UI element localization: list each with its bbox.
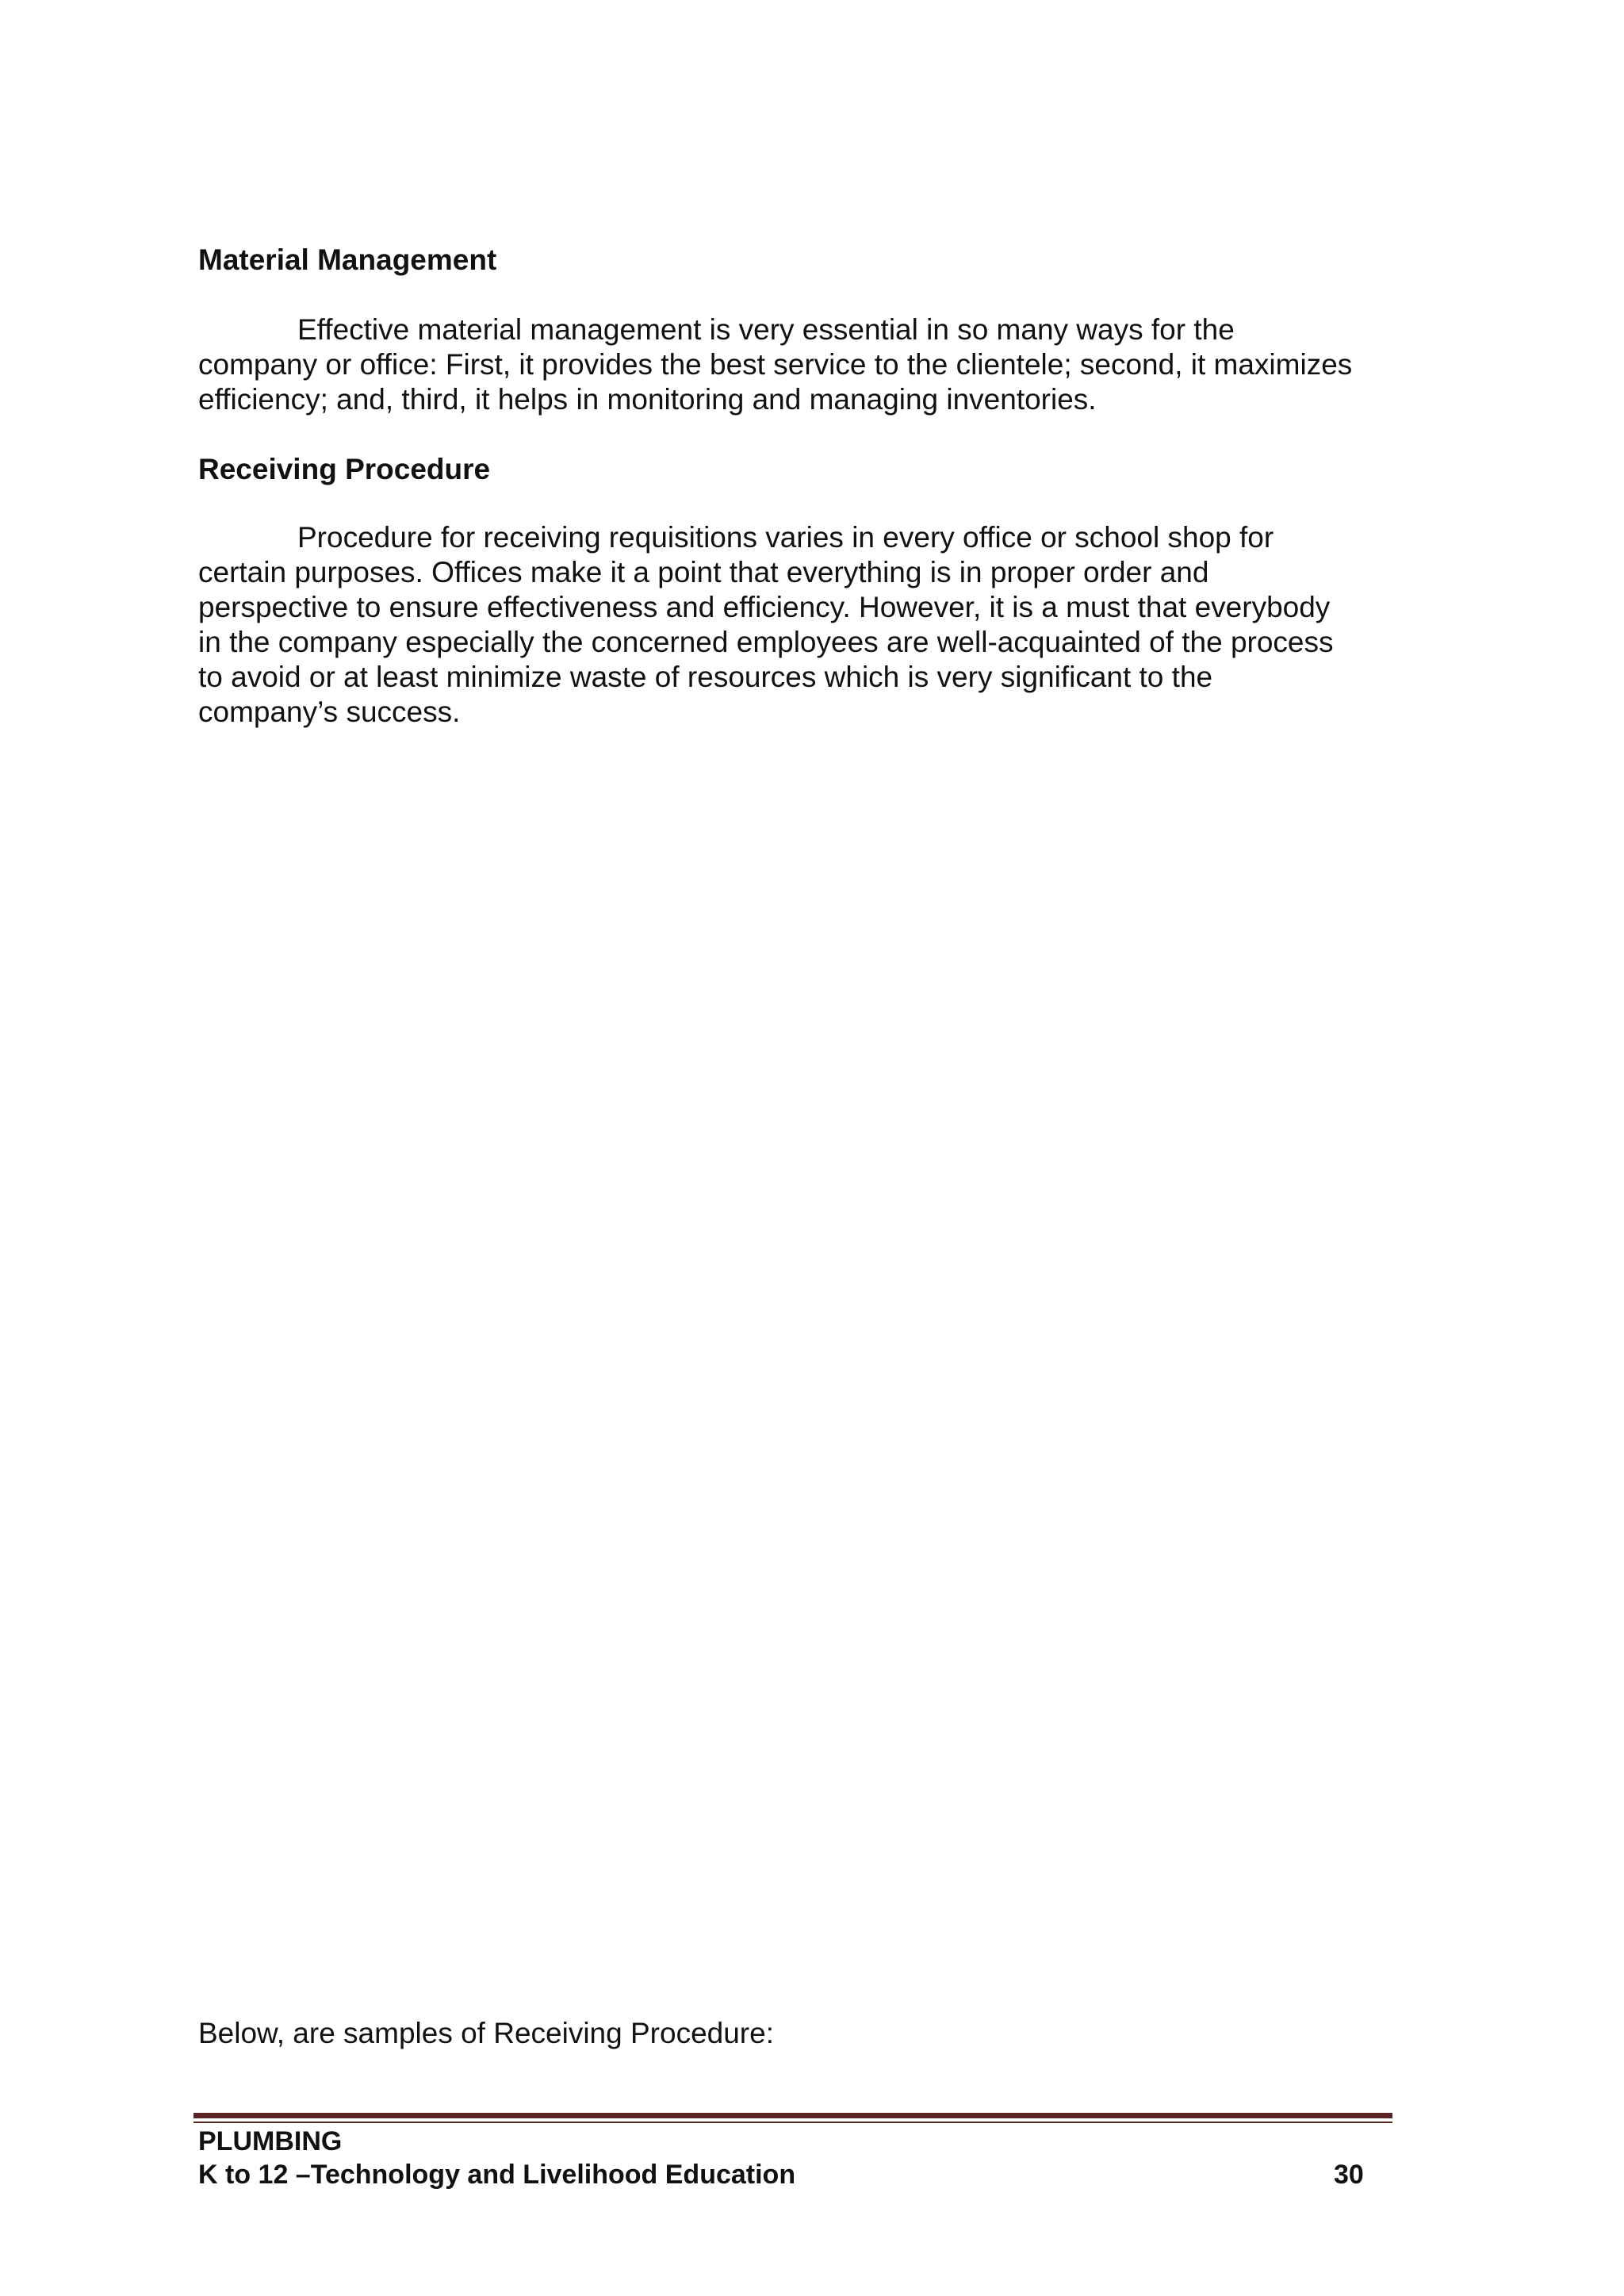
paragraph-line: company or office: First, it provides the best service to the clientele; second, it maximizes: [198, 348, 1353, 381]
footer-subject: PLUMBING: [198, 2126, 343, 2156]
section-heading-material-management: Material Management: [198, 243, 497, 276]
closing-paragraph: [198, 2016, 1411, 2051]
paragraph-line: perspective to ensure effectiveness and efficiency. However, it is a must that everybody: [198, 591, 1331, 623]
paragraph-line: Below, are samples of Receiving Procedure:: [198, 2017, 774, 2049]
footer-rule-thick: [193, 2113, 1392, 2118]
footer-rule-thin: [193, 2122, 1392, 2123]
footer-course-title: K to 12 –Technology and Livelihood Education: [198, 2160, 796, 2190]
page-number: 30: [1334, 2160, 1364, 2190]
paragraph-line: in the company especially the concerned employees are well-acquainted of the process: [198, 626, 1334, 658]
paragraph-line: to avoid or at least minimize waste of resources which is very significant to the: [198, 661, 1213, 693]
paragraph-line: certain purposes. Offices make it a point that everything is in proper order and: [198, 556, 1209, 588]
paragraph-line: Procedure for receiving requisitions varies in every office or school shop for: [297, 521, 1274, 554]
paragraph-material-management: [198, 312, 1411, 417]
paragraph-line: company’s success.: [198, 696, 461, 728]
paragraph-line: Effective material management is very essential in so many ways for the: [297, 313, 1235, 346]
paragraph-line: efficiency; and, third, it helps in monitoring and managing inventories.: [198, 383, 1097, 416]
paragraph-receiving-procedure: [198, 520, 1411, 730]
section-heading-receiving-procedure: Receiving Procedure: [198, 453, 491, 485]
